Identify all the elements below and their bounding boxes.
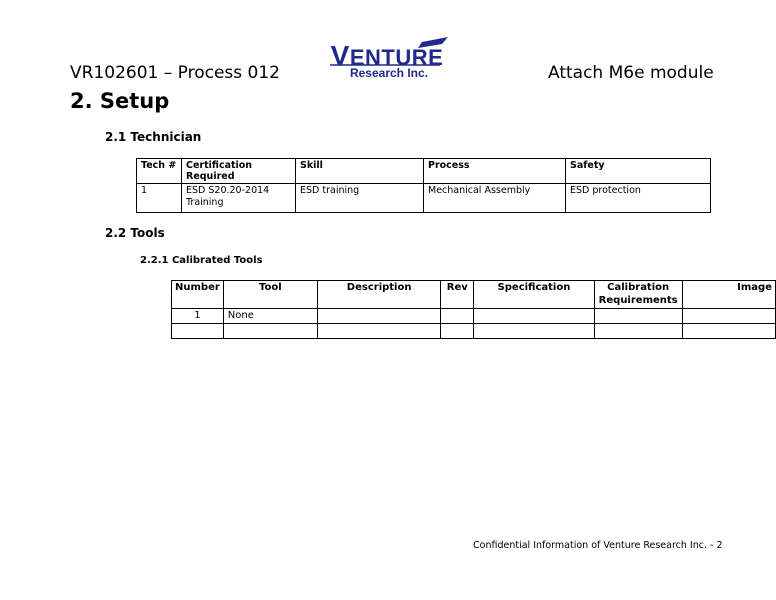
table-cell: 1 [172, 309, 224, 324]
column-header: Tool [223, 281, 317, 309]
table-cell [594, 309, 682, 324]
document-id: VR102601 – Process 012 [70, 63, 280, 83]
table-header-row [137, 159, 711, 184]
section-title: 2. Setup [70, 89, 170, 113]
table-cell [594, 324, 682, 339]
table-row [172, 324, 776, 339]
column-header: Process [424, 159, 566, 184]
table-cell [223, 324, 317, 339]
table-cell: ESD protection [566, 184, 711, 213]
technician-heading: 2.1 Technician [105, 130, 202, 144]
table-row [172, 309, 776, 324]
column-header: Safety [566, 159, 711, 184]
column-header: Skill [296, 159, 424, 184]
column-header: Specification [474, 281, 594, 309]
column-header: Image [682, 281, 775, 309]
table-cell [317, 309, 440, 324]
table-cell [441, 324, 474, 339]
table-cell [474, 309, 594, 324]
table-cell [474, 324, 594, 339]
column-header: Rev [441, 281, 474, 309]
table-cell: ESD S20.20-2014 Training [182, 184, 296, 213]
venture-research-logo [326, 36, 450, 82]
table-cell: None [223, 309, 317, 324]
table-cell [682, 309, 775, 324]
column-header: Description [317, 281, 440, 309]
column-header: Number [172, 281, 224, 309]
table-cell [172, 324, 224, 339]
table-cell [441, 309, 474, 324]
column-header: Certification Required [182, 159, 296, 184]
calibrated-tools-table [171, 280, 776, 339]
calibrated-tools-heading: 2.2.1 Calibrated Tools [140, 255, 263, 266]
tools-heading: 2.2 Tools [105, 226, 165, 240]
table-row [137, 184, 711, 213]
table-cell: Mechanical Assembly [424, 184, 566, 213]
table-cell [682, 324, 775, 339]
column-header: Tech # [137, 159, 182, 184]
page-footer: Confidential Information of Venture Research Inc. - 2 [473, 540, 723, 551]
table-cell [317, 324, 440, 339]
document-title: Attach M6e module [548, 63, 714, 83]
table-cell: 1 [137, 184, 182, 213]
table-cell: ESD training [296, 184, 424, 213]
logo-subtitle: Research Inc. [349, 66, 429, 80]
logo-wordmark: VENTURE [330, 40, 444, 71]
column-header: Calibration Requirements [594, 281, 682, 309]
table-header-row [172, 281, 776, 309]
technician-table [136, 158, 711, 213]
